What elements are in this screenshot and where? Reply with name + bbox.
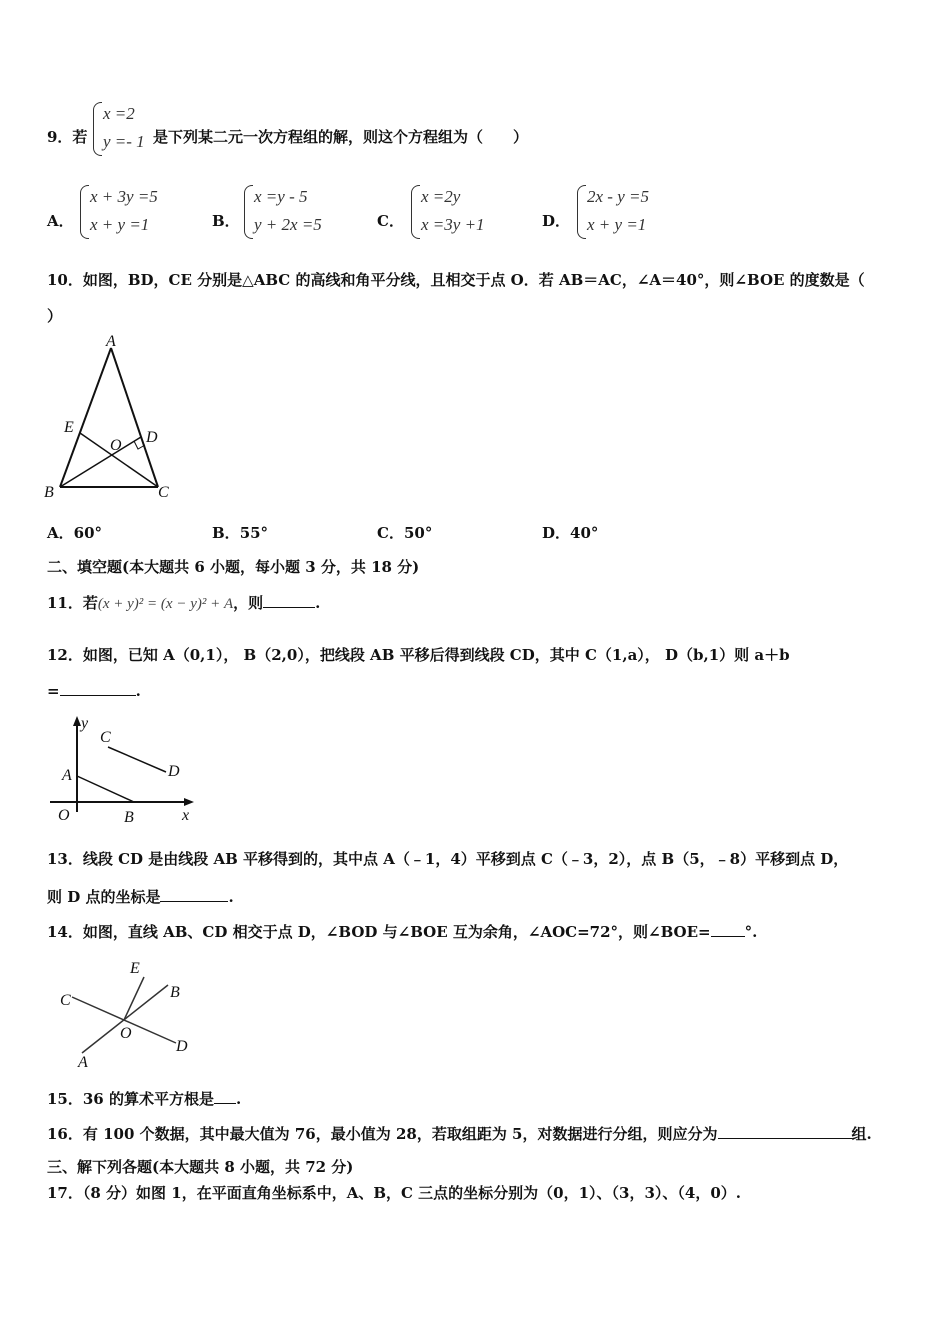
q10-triangle-figure [40, 332, 180, 507]
q13-prefix: 则 D 点的坐标是 [47, 888, 161, 906]
label-b: B [44, 484, 54, 501]
q11-tail: ，则 [233, 594, 264, 612]
q9-option-b-system[interactable] [244, 183, 354, 241]
q9-option-c-system[interactable] [411, 183, 521, 241]
label-a: A [62, 767, 72, 784]
brace-icon [577, 185, 586, 239]
q11-answer-blank[interactable] [263, 593, 315, 608]
q13-line2 [47, 887, 234, 907]
q10-option-c[interactable] [377, 523, 432, 543]
q12-end: . [135, 682, 141, 700]
q9-number: 9．若 [47, 128, 88, 146]
q17-text: 17．（8 分）如图 1，在平面直角坐标系中，A、B，C 三点的坐标分别为（0，1）、（3，3）、（4，0）. [47, 1184, 742, 1202]
q11 [47, 593, 320, 614]
y-axis-arrow-icon [73, 716, 81, 726]
q9-option-c-line2: x =3y +1 [421, 215, 485, 234]
label-a: A [78, 1054, 88, 1070]
q14 [47, 922, 757, 942]
q9-option-a-label[interactable]: A． [47, 212, 74, 230]
line-ac [111, 348, 158, 487]
q11-number: 11．若 [47, 594, 98, 612]
q16-end: 组. [851, 1125, 872, 1143]
q11-end: . [315, 594, 321, 612]
q10-option-c-label: C． [377, 524, 404, 542]
label-o: O [120, 1025, 132, 1042]
q13-line1: 13．线段 CD 是由线段 AB 平移得到的，其中点 A（﹣1，4）平移到点 C（﹣3，2），点 B（5，﹣8）平移到点 D， [47, 850, 849, 868]
brace-icon [93, 102, 102, 156]
q10-option-b-label: B． [212, 524, 240, 542]
segment-cd [108, 747, 166, 772]
q9-option-b-label[interactable]: B． [212, 212, 240, 230]
q12-coordinate-figure [44, 712, 204, 828]
q16-prefix: 16．有 100 个数据，其中最大值为 76，最小值为 28，若取组距为 5，对数据进行分组，则应分为 [47, 1125, 718, 1143]
q9-text: 是下列某二元一次方程组的解，则这个方程组为（ ） [153, 128, 529, 146]
q10-option-a-value: 60° [73, 524, 103, 542]
label-y: y [81, 715, 89, 732]
label-b: B [170, 984, 180, 1001]
q12-line1: 12．如图，已知 A（0,1）， B（2,0），把线段 AB 平移后得到线段 CD，其中 C（1,a）， D（b,1）则 a＋b [47, 646, 790, 664]
x-axis-arrow-icon [184, 798, 194, 806]
label-c: C [100, 729, 111, 746]
label-e: E [130, 960, 140, 977]
q14-prefix: 14．如图，直线 AB、CD 相交于点 D，∠BOD 与∠BOE 互为余角，∠AOC=72°，则∠BOE= [47, 923, 711, 941]
label-b: B [124, 809, 134, 826]
label-d: D [146, 429, 158, 446]
label-x: x [182, 807, 190, 824]
q9-option-d-label[interactable]: D． [542, 212, 571, 230]
q10-line2: ） [47, 307, 63, 325]
q12-equals: = [47, 682, 60, 700]
q9-option-d-line2: x + y =1 [587, 215, 647, 234]
q9-condition-system [93, 100, 153, 158]
q12-line2 [47, 681, 141, 701]
q9-option-a-line2: x + y =1 [90, 215, 150, 234]
q9-condition-line2: y =- 1 [103, 132, 145, 151]
section3-title: 三、解下列各题(本大题共 8 小题，共 72 分) [47, 1158, 354, 1176]
q10-option-d[interactable] [542, 523, 598, 543]
q15-end: . [235, 1090, 242, 1108]
q10-option-b-value: 55° [239, 524, 269, 542]
section2-title: 二、填空题(本大题共 6 小题，每小题 3 分，共 18 分) [47, 558, 420, 576]
line-bd [60, 437, 141, 487]
q15 [47, 1089, 241, 1109]
q11-formula: (x + y)² = (x − y)² + A [97, 596, 234, 612]
q9-option-c-line1: x =2y [421, 187, 461, 206]
brace-icon [80, 185, 89, 239]
q9-option-b-line1: x =y - 5 [254, 187, 308, 206]
q9-option-d-system[interactable] [577, 183, 687, 241]
q10-option-a[interactable] [47, 523, 102, 543]
q10-option-c-value: 50° [403, 524, 433, 542]
segment-ab [77, 776, 134, 802]
label-a: A [106, 333, 116, 350]
q14-end: °. [744, 923, 758, 941]
q9-option-a-system[interactable] [80, 183, 190, 241]
ray-oe [124, 977, 144, 1020]
q10-line1: 10．如图，BD，CE 分别是△ABC 的高线和角平分线，且相交于点 O．若 AB＝AC，∠A＝40°，则∠BOE 的度数是（ [47, 271, 865, 289]
q9-option-b-line2: y + 2x =5 [254, 215, 322, 234]
q10-option-d-value: 40° [570, 524, 599, 542]
q9-option-c-label[interactable]: C． [377, 212, 404, 230]
label-c: C [158, 484, 169, 501]
q10-option-d-label: D． [542, 524, 571, 542]
q15-prefix: 15．36 的算术平方根是 [47, 1090, 214, 1108]
brace-icon [411, 185, 420, 239]
q10-option-b[interactable] [212, 523, 268, 543]
q12-answer-blank[interactable] [60, 681, 136, 696]
q16 [47, 1124, 872, 1144]
q14-intersecting-lines-figure [54, 955, 204, 1070]
label-o: O [58, 807, 70, 824]
brace-icon [244, 185, 253, 239]
q10-option-a-label: A． [47, 524, 74, 542]
line-ab [60, 348, 111, 487]
label-c: C [60, 992, 71, 1009]
label-o: O [110, 437, 122, 454]
q16-answer-blank[interactable] [718, 1124, 852, 1139]
label-e: E [64, 419, 74, 436]
label-d: D [168, 763, 180, 780]
q14-answer-blank[interactable] [711, 922, 745, 937]
q9-option-a-line1: x + 3y =5 [90, 187, 158, 206]
q15-answer-blank[interactable] [214, 1089, 236, 1104]
q13-end: . [228, 888, 234, 906]
q13-answer-blank[interactable] [160, 887, 228, 902]
label-d: D [176, 1038, 188, 1055]
q9-condition-line1: x =2 [103, 104, 135, 123]
q9-option-d-line1: 2x - y =5 [587, 187, 649, 206]
